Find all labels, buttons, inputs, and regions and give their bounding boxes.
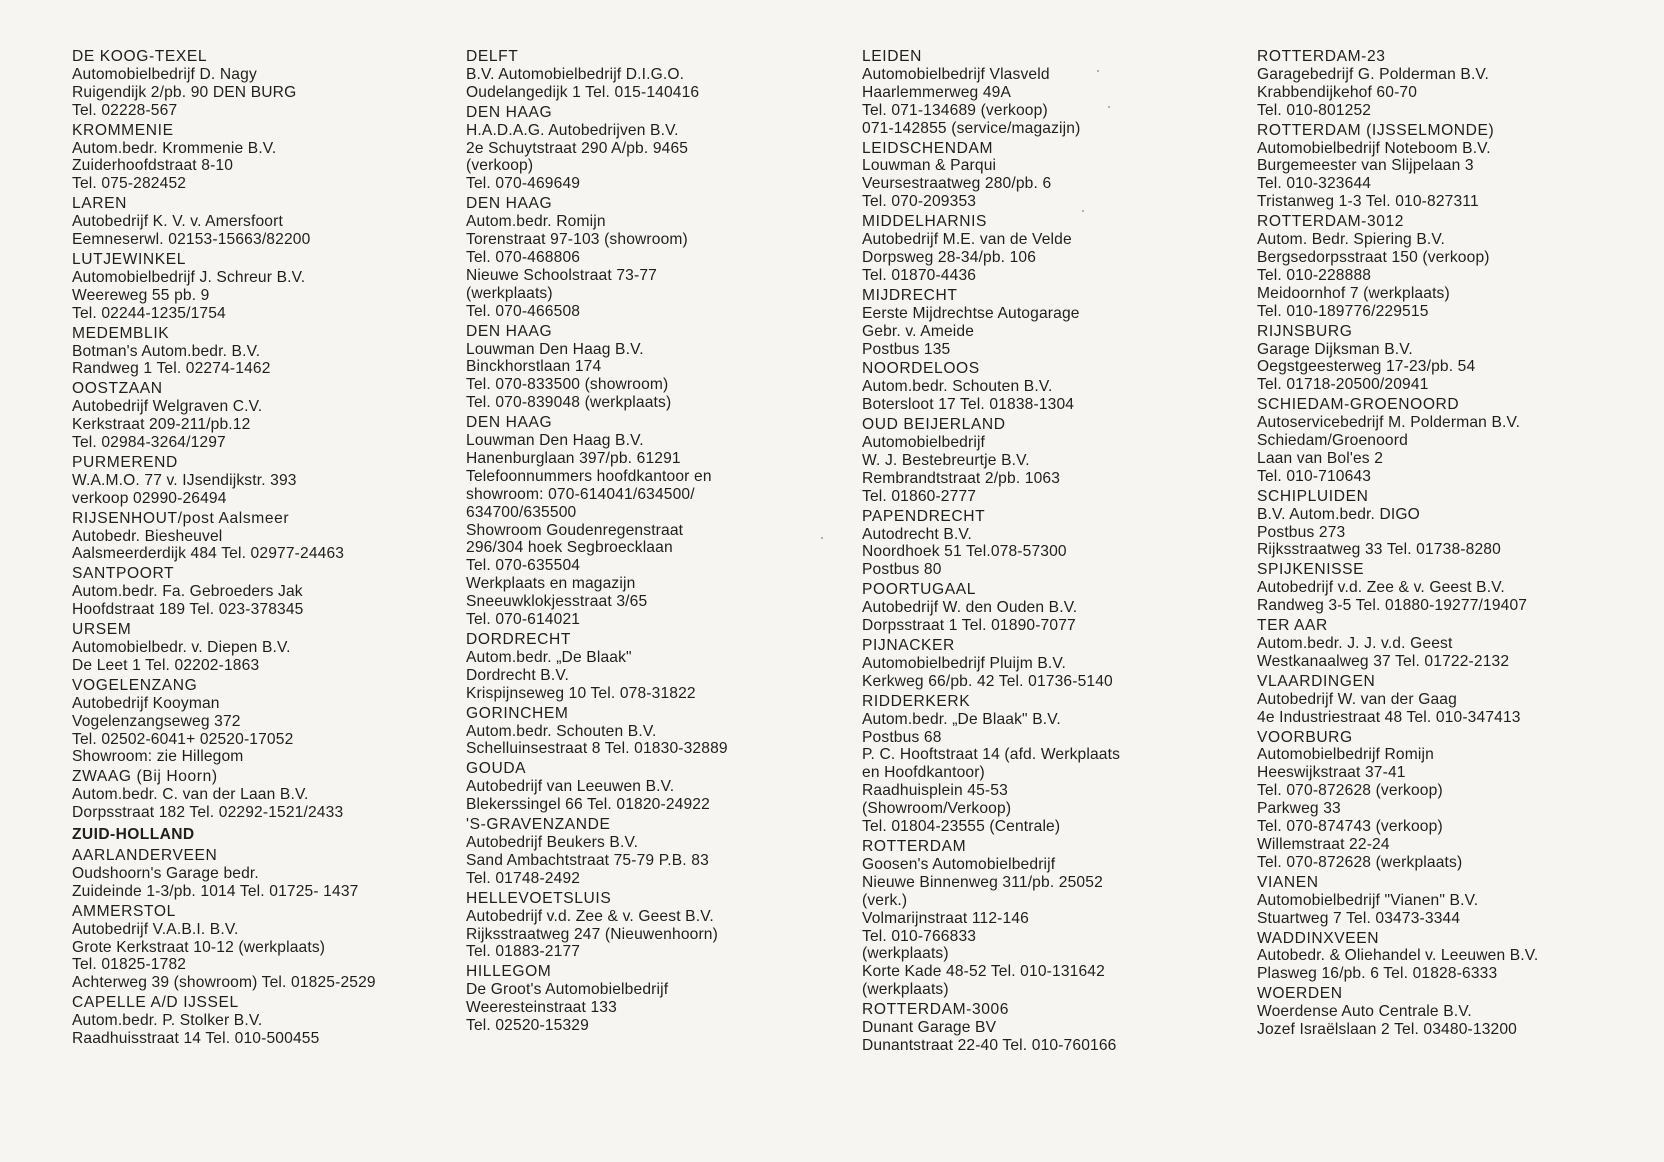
address-line: Botersloot 17 Tel. 01838-1304 — [862, 396, 1075, 414]
address-line: Tel. 070-469649 — [466, 175, 581, 193]
dealer-entry — [72, 454, 447, 508]
dealer-entry — [1257, 561, 1632, 615]
address-line: Tristanweg 1-3 Tel. 010-827311 — [1257, 193, 1479, 211]
address-line: Autobedrijf W. van der Gaag — [1257, 690, 1457, 708]
city-name: SPIJKENISSE — [1257, 561, 1365, 579]
dealer-entry — [862, 140, 1237, 212]
address-line: Tel. 070-614021 — [466, 611, 581, 629]
city-name: URSEM — [72, 621, 132, 639]
address-line: De Groot's Automobielbedrijf — [466, 981, 669, 999]
city-name: VOORBURG — [1257, 728, 1353, 746]
address-line: Tel. 010-801252 — [1257, 101, 1372, 119]
city-name: MEDEMBLIK — [72, 324, 170, 342]
dealer-entry — [1257, 729, 1632, 872]
address-line: Binckhorstlaan 174 — [466, 358, 602, 376]
address-line: Westkanaalweg 37 Tel. 01722-2132 — [1257, 652, 1510, 670]
address-line: Zuideinde 1-3/pb. 1014 Tel. 01725- 1437 — [72, 882, 359, 900]
address-line: Tel. 01883-2177 — [466, 943, 581, 961]
dealer-entry — [1257, 122, 1632, 212]
address-line: Gebr. v. Ameide — [862, 322, 975, 340]
city-name: AARLANDERVEEN — [72, 846, 218, 864]
address-line: Autobedrijf Kooyman — [72, 694, 220, 712]
city-name: ROTTERDAM (IJSSELMONDE) — [1257, 121, 1495, 139]
address-line: Autoservicebedrijf M. Polderman B.V. — [1257, 414, 1521, 432]
city-name: VOGELENZANG — [72, 676, 198, 694]
address-line: H.A.D.A.G. Autobedrijven B.V. — [466, 121, 679, 139]
dealer-entry — [466, 48, 841, 102]
address-line: Randweg 3-5 Tel. 01880-19277/19407 — [1257, 597, 1528, 615]
address-line: De Leet 1 Tel. 02202-1863 — [72, 656, 260, 674]
address-line: Oudshoorn's Garage bedr. — [72, 864, 259, 882]
address-line: Automobielbedrijf — [862, 434, 986, 452]
city-name: WOERDEN — [1257, 985, 1343, 1003]
city-name: DEN HAAG — [466, 195, 553, 213]
city-name: GORINCHEM — [466, 704, 569, 722]
address-line: Automobielbedrijf J. Schreur B.V. — [72, 268, 306, 286]
address-line: (werkplaats) — [466, 284, 553, 302]
city-name: VIANEN — [1257, 873, 1319, 891]
address-line: Tel. 01748-2492 — [466, 869, 581, 887]
address-line: Postbus 135 — [862, 340, 951, 358]
address-line: Grote Kerkstraat 10-12 (werkplaats) — [72, 938, 326, 956]
address-line: 296/304 hoek Segbroecklaan — [466, 539, 673, 557]
dealer-entry — [862, 693, 1237, 836]
city-name: OOSTZAAN — [72, 380, 163, 398]
address-line: Autobedrijf Welgraven C.V. — [72, 398, 263, 416]
address-line: (werkplaats) — [862, 945, 949, 963]
dealer-entry — [466, 631, 841, 703]
city-name: HELLEVOETSLUIS — [466, 889, 612, 907]
address-line: Louwman Den Haag B.V. — [466, 340, 644, 358]
address-line: Tel. 02502-6041+ 02520-17052 — [72, 730, 294, 748]
address-line: Dorpsstraat 1 Tel. 01890-7077 — [862, 617, 1076, 635]
address-line: Tel. 070-466508 — [466, 302, 581, 320]
address-line: Autom.bedr. „De Blaak" B.V. — [862, 710, 1061, 728]
address-line: Dordrecht B.V. — [466, 666, 569, 684]
address-line: Automobielbedrijf Vlasveld — [862, 65, 1050, 83]
address-line: Plasweg 16/pb. 6 Tel. 01828-6333 — [1257, 965, 1498, 983]
address-line: Automobielbedrijf Noteboom B.V. — [1257, 139, 1491, 157]
dealer-entry — [1257, 673, 1632, 727]
address-line: Tel. 01825-1782 — [72, 956, 187, 974]
address-line: Tel. 010-766833 — [862, 927, 977, 945]
address-line: Werkplaats en magazijn — [466, 575, 636, 593]
address-line: 4e Industriestraat 48 Tel. 010-347413 — [1257, 708, 1521, 726]
dealer-column-1 — [72, 48, 447, 1050]
address-line: Louwman Den Haag B.V. — [466, 432, 644, 450]
section-heading: ZUID-HOLLAND — [72, 826, 195, 844]
address-line: Autom.bedr. Romijn — [466, 213, 606, 231]
address-line: Tel. 070-833500 (showroom) — [466, 376, 669, 394]
address-line: Autom.bedr. „De Blaak" — [466, 648, 632, 666]
dealer-entry — [1257, 488, 1632, 560]
address-line: Tel. 02520-15329 — [466, 1017, 589, 1035]
city-name: DEN HAAG — [466, 322, 553, 340]
dealer-column-4 — [1257, 48, 1632, 1041]
dealer-entry — [466, 705, 841, 759]
dealer-entry — [466, 323, 841, 413]
dealer-entry — [1257, 930, 1632, 984]
dealer-entry — [1257, 874, 1632, 928]
address-line: Automobielbedrijf Pluijm B.V. — [862, 654, 1066, 672]
dealer-entry — [72, 621, 447, 675]
address-line: Vogelenzangseweg 372 — [72, 712, 241, 730]
address-line: Oegstgeesterweg 17-23/pb. 54 — [1257, 358, 1476, 376]
dealer-entry — [862, 581, 1237, 635]
address-line: Achterweg 39 (showroom) Tel. 01825-2529 — [72, 974, 376, 992]
address-line: Autobedrijf M.E. van de Velde — [862, 231, 1072, 249]
city-name: ROTTERDAM-3006 — [862, 1001, 1010, 1019]
dealer-entry — [1257, 985, 1632, 1039]
address-line: Botman's Autom.bedr. B.V. — [72, 342, 261, 360]
dealer-entry — [1257, 48, 1632, 120]
dealer-entry — [862, 838, 1237, 999]
address-line: Kerkweg 66/pb. 42 Tel. 01736-5140 — [862, 672, 1113, 690]
dealer-entry — [72, 994, 447, 1048]
address-line: Jozef Israëlslaan 2 Tel. 03480-13200 — [1257, 1021, 1517, 1039]
dealer-entry — [72, 48, 447, 120]
city-name: LEIDSCHENDAM — [862, 139, 994, 157]
address-line: Parkweg 33 — [1257, 800, 1341, 818]
dealer-entry — [72, 195, 447, 249]
address-line: (verk.) — [862, 891, 908, 909]
scan-speck — [1082, 210, 1084, 212]
address-line: Weereweg 55 pb. 9 — [72, 286, 210, 304]
address-line: Meidoornhof 7 (werkplaats) — [1257, 284, 1450, 302]
dealer-entry — [862, 1001, 1237, 1055]
city-name: ROTTERDAM — [862, 837, 967, 855]
city-name: KROMMENIE — [72, 121, 174, 139]
city-name: VLAARDINGEN — [1257, 672, 1376, 690]
address-line: Autom. Bedr. Spiering B.V. — [1257, 231, 1445, 249]
city-name: LUTJEWINKEL — [72, 250, 187, 268]
address-line: Showroom: zie Hillegom — [72, 748, 244, 766]
address-line: Autobedrijf V.A.B.I. B.V. — [72, 920, 239, 938]
address-line: Autom.bedr. Krommenie B.V. — [72, 139, 277, 157]
dealer-entry — [72, 768, 447, 822]
address-line: en Hoofdkantoor) — [862, 764, 985, 782]
city-name: POORTUGAAL — [862, 581, 977, 599]
city-name: CAPELLE A/D IJSSEL — [72, 994, 239, 1012]
city-name: RIJNSBURG — [1257, 322, 1353, 340]
city-name: HILLEGOM — [466, 963, 552, 981]
dealer-entry — [72, 122, 447, 194]
scan-speck — [1097, 70, 1099, 72]
address-line: P. C. Hooftstraat 14 (afd. Werkplaats — [862, 746, 1121, 764]
city-name: ZWAAG (Bij Hoorn) — [72, 768, 218, 786]
address-line: Postbus 273 — [1257, 523, 1346, 541]
address-line: Noordhoek 51 Tel.078-57300 — [862, 543, 1067, 561]
address-line: Tel. 02228-567 — [72, 101, 178, 119]
address-line: Willemstraat 22-24 — [1257, 835, 1390, 853]
address-line: Weeresteinstraat 133 — [466, 999, 617, 1017]
address-line: Tel. 01870-4436 — [862, 266, 977, 284]
dealer-entry — [72, 565, 447, 619]
address-line: Autobedr. Biesheuvel — [72, 527, 223, 545]
address-line: Garagebedrijf G. Polderman B.V. — [1257, 65, 1490, 83]
address-line: Dorpsweg 28-34/pb. 106 — [862, 248, 1037, 266]
dealer-entry — [466, 816, 841, 888]
address-line: W. J. Bestebreurtje B.V. — [862, 451, 1030, 469]
address-line: Tel. 070-872628 (werkplaats) — [1257, 853, 1463, 871]
address-line: 2e Schuytstraat 290 A/pb. 9465 — [466, 139, 689, 157]
address-line: Bergsedorpsstraat 150 (verkoop) — [1257, 248, 1490, 266]
city-name: AMMERSTOL — [72, 902, 176, 920]
dealer-entry — [466, 104, 841, 194]
dealer-entry — [1257, 617, 1632, 671]
address-line: Tel. 02244-1235/1754 — [72, 304, 226, 322]
address-line: Tel. 02984-3264/1297 — [72, 434, 226, 452]
city-name: OUD BEIJERLAND — [862, 416, 1006, 434]
address-line: Oudelangedijk 1 Tel. 015-140416 — [466, 83, 700, 101]
address-line: Autom.bedr. P. Stolker B.V. — [72, 1012, 263, 1030]
address-line: (Showroom/Verkoop) — [862, 800, 1012, 818]
address-line: Tel. 070-872628 (verkoop) — [1257, 782, 1443, 800]
address-line: Rijksstraatweg 33 Tel. 01738-8280 — [1257, 541, 1501, 559]
dealer-entry — [72, 251, 447, 323]
address-line: Autobedrijf W. den Ouden B.V. — [862, 599, 1078, 617]
address-line: Showroom Goudenregenstraat — [466, 521, 684, 539]
address-line: (verkoop) — [466, 157, 534, 175]
address-line: B.V. Automobielbedrijf D.I.G.O. — [466, 65, 685, 83]
address-line: Krabbendijkehof 60-70 — [1257, 83, 1418, 101]
dealer-entry — [1257, 396, 1632, 486]
address-line: Autom.bedr. Fa. Gebroeders Jak — [72, 583, 303, 601]
address-line: Dorpsstraat 182 Tel. 02292-1521/2433 — [72, 804, 344, 822]
address-line: Schiedam/Groenoord — [1257, 432, 1408, 450]
address-line: Autom.bedr. J. J. v.d. Geest — [1257, 635, 1453, 652]
city-name: SCHIPLUIDEN — [1257, 487, 1369, 505]
city-name: NOORDELOOS — [862, 360, 980, 378]
dealer-entry — [862, 213, 1237, 285]
address-line: 634700/635500 — [466, 503, 577, 521]
address-line: Goosen's Automobielbedrijf — [862, 855, 1056, 873]
address-line: Korte Kade 48-52 Tel. 010-131642 — [862, 963, 1105, 981]
city-name: PAPENDRECHT — [862, 507, 986, 525]
city-name: LAREN — [72, 195, 127, 213]
city-name: ROTTERDAM-3012 — [1257, 213, 1405, 231]
address-line: Tel. 01860-2777 — [862, 487, 977, 505]
address-line: Tel. 010-710643 — [1257, 467, 1372, 485]
address-line: Postbus 68 — [862, 728, 942, 746]
city-name: DE KOOG-TEXEL — [72, 48, 208, 65]
city-name: SANTPOORT — [72, 565, 175, 583]
address-line: Garage Dijksman B.V. — [1257, 340, 1413, 358]
city-name: DORDRECHT — [466, 631, 572, 648]
city-name: DEN HAAG — [466, 414, 553, 432]
city-name: ROTTERDAM-23 — [1257, 48, 1386, 65]
address-line: Nieuwe Schoolstraat 73-77 — [466, 266, 657, 284]
address-line: Autom.bedr. C. van der Laan B.V. — [72, 786, 309, 804]
address-line: Tel. 070-468806 — [466, 248, 581, 266]
address-line: Laan van Bol'es 2 — [1257, 449, 1384, 467]
city-name: PIJNACKER — [862, 637, 955, 654]
address-line: Blekerssingel 66 Tel. 01820-24922 — [466, 796, 710, 814]
address-line: Aalsmeerderdijk 484 Tel. 02977-24463 — [72, 545, 345, 563]
scan-speck — [821, 537, 823, 539]
address-line: Schelluinsestraat 8 Tel. 01830-32889 — [466, 740, 728, 758]
address-line: Ruigendijk 2/pb. 90 DEN BURG — [72, 83, 297, 101]
address-line: Hoofdstraat 189 Tel. 023-378345 — [72, 601, 304, 619]
address-line: Tel. 010-228888 — [1257, 266, 1372, 284]
address-line: Automobielbedrijf D. Nagy — [72, 65, 257, 83]
city-name: WADDINXVEEN — [1257, 929, 1380, 947]
dealer-entry — [862, 508, 1237, 580]
address-line: Zuiderhoofdstraat 8-10 — [72, 157, 234, 175]
dealer-column-3 — [862, 48, 1237, 1057]
address-line: Autobedrijf Beukers B.V. — [466, 833, 639, 851]
address-line: Nieuwe Binnenweg 311/pb. 25052 — [862, 873, 1103, 891]
dealer-entry — [72, 325, 447, 379]
address-line: Hanenburglaan 397/pb. 61291 — [466, 449, 681, 467]
address-line: Eemneserwl. 02153-15663/82200 — [72, 231, 311, 249]
address-line: W.A.M.O. 77 v. IJsendijkstr. 393 — [72, 471, 297, 489]
address-line: Tel. 010-189776/229515 — [1257, 302, 1429, 320]
address-line: Autobedr. & Oliehandel v. Leeuwen B.V. — [1257, 947, 1539, 965]
address-line: Tel. 070-209353 — [862, 193, 977, 211]
address-line: (werkplaats) — [862, 981, 949, 999]
address-line: Automobielbedrijf "Vianen" B.V. — [1257, 891, 1479, 909]
address-line: B.V. Autom.bedr. DIGO — [1257, 505, 1420, 523]
address-line: Tel. 01718-20500/20941 — [1257, 376, 1429, 394]
dealer-entry — [72, 380, 447, 452]
address-line: Raadhuisstraat 14 Tel. 010-500455 — [72, 1030, 320, 1048]
address-line: Haarlemmerweg 49A — [862, 83, 1012, 101]
address-line: Autom.bedr. Schouten B.V. — [466, 722, 657, 740]
dealer-entry — [72, 677, 447, 767]
address-line: Rijksstraatweg 247 (Nieuwenhoorn) — [466, 925, 718, 943]
city-name: MIJDRECHT — [862, 286, 958, 304]
address-line: Tel. 01804-23555 (Centrale) — [862, 818, 1061, 836]
address-line: Sneeuwklokjesstraat 3/65 — [466, 593, 648, 611]
address-line: Dunant Garage BV — [862, 1019, 997, 1037]
address-line: Heeswijkstraat 37-41 — [1257, 764, 1406, 782]
address-line: Rembrandtstraat 2/pb. 1063 — [862, 469, 1061, 487]
address-line: verkoop 02990-26494 — [72, 489, 227, 507]
address-line: Tel. 070-839048 (werkplaats) — [466, 394, 672, 412]
city-name: GOUDA — [466, 760, 527, 778]
city-name: DEN HAAG — [466, 103, 553, 121]
dealer-entry — [466, 760, 841, 814]
dealer-entry — [862, 48, 1237, 138]
address-line: Veursestraatweg 280/pb. 6 — [862, 175, 1052, 193]
address-line: Automobielbedr. v. Diepen B.V. — [72, 639, 291, 656]
dealer-entry — [862, 416, 1237, 506]
city-name: 'S-GRAVENZANDE — [466, 816, 611, 834]
dealer-entry — [466, 963, 841, 1035]
dealer-entry — [1257, 323, 1632, 395]
dealer-entry — [862, 360, 1237, 414]
address-line: Postbus 80 — [862, 561, 942, 579]
city-name: LEIDEN — [862, 48, 922, 65]
address-line: Louwman & Parqui — [862, 157, 997, 175]
address-line: Tel. 075-282452 — [72, 175, 187, 193]
address-line: Dunantstraat 22-40 Tel. 010-760166 — [862, 1036, 1117, 1054]
city-name: TER AAR — [1257, 617, 1328, 635]
address-line: Torenstraat 97-103 (showroom) — [466, 231, 688, 249]
address-line: Krispijnseweg 10 Tel. 078-31822 — [466, 684, 696, 702]
dealer-entry — [72, 903, 447, 993]
address-line: Eerste Mijdrechtse Autogarage — [862, 304, 1080, 322]
dealer-entry — [72, 510, 447, 564]
address-line: Randweg 1 Tel. 02274-1462 — [72, 360, 271, 378]
dealer-entry — [862, 287, 1237, 359]
address-line: showroom: 070-614041/634500/ — [466, 485, 695, 503]
address-line: Tel. 071-134689 (verkoop) — [862, 101, 1048, 119]
address-line: 071-142855 (service/magazijn) — [862, 119, 1081, 137]
city-name: MIDDELHARNIS — [862, 213, 988, 231]
city-name: RIDDERKERK — [862, 692, 971, 710]
address-line: Automobielbedrijf Romijn — [1257, 746, 1434, 764]
dealer-column-2 — [466, 48, 841, 1037]
address-line: Woerdense Auto Centrale B.V. — [1257, 1003, 1472, 1021]
dealer-entry — [1257, 213, 1632, 320]
address-line: Sand Ambachtstraat 75-79 P.B. 83 — [466, 851, 709, 869]
address-line: Autobedrijf v.d. Zee & v. Geest B.V. — [466, 907, 714, 925]
city-name: DELFT — [466, 48, 519, 65]
address-line: Volmarijnstraat 112-146 — [862, 909, 1029, 927]
address-line: Tel. 070-635504 — [466, 557, 581, 575]
city-name: PURMEREND — [72, 453, 178, 471]
dealer-entry — [72, 847, 447, 901]
city-name: RIJSENHOUT/post Aalsmeer — [72, 509, 290, 527]
dealer-entry — [466, 890, 841, 962]
address-line: Telefoonnummers hoofdkantoor en — [466, 467, 712, 485]
address-line: Tel. 070-874743 (verkoop) — [1257, 818, 1443, 836]
dealer-entry — [466, 195, 841, 320]
scan-speck — [1108, 106, 1110, 108]
address-line: Kerkstraat 209-211/pb.12 — [72, 416, 251, 434]
address-line: Autom.bedr. Schouten B.V. — [862, 378, 1053, 396]
address-line: Raadhuisplein 45-53 — [862, 782, 1008, 800]
address-line: Autobedrijf K. V. v. Amersfoort — [72, 213, 283, 231]
address-line: Autodrecht B.V. — [862, 525, 973, 543]
dealer-entry — [862, 637, 1237, 691]
address-line: Tel. 010-323644 — [1257, 175, 1372, 193]
address-line: Autobedrijf v.d. Zee & v. Geest B.V. — [1257, 579, 1505, 597]
address-line: Burgemeester van Slijpelaan 3 — [1257, 157, 1474, 175]
city-name: SCHIEDAM-GROENOORD — [1257, 396, 1460, 414]
address-line: Autobedrijf van Leeuwen B.V. — [466, 778, 675, 796]
dealer-entry — [466, 414, 841, 629]
address-line: Stuartweg 7 Tel. 03473-3344 — [1257, 909, 1461, 927]
